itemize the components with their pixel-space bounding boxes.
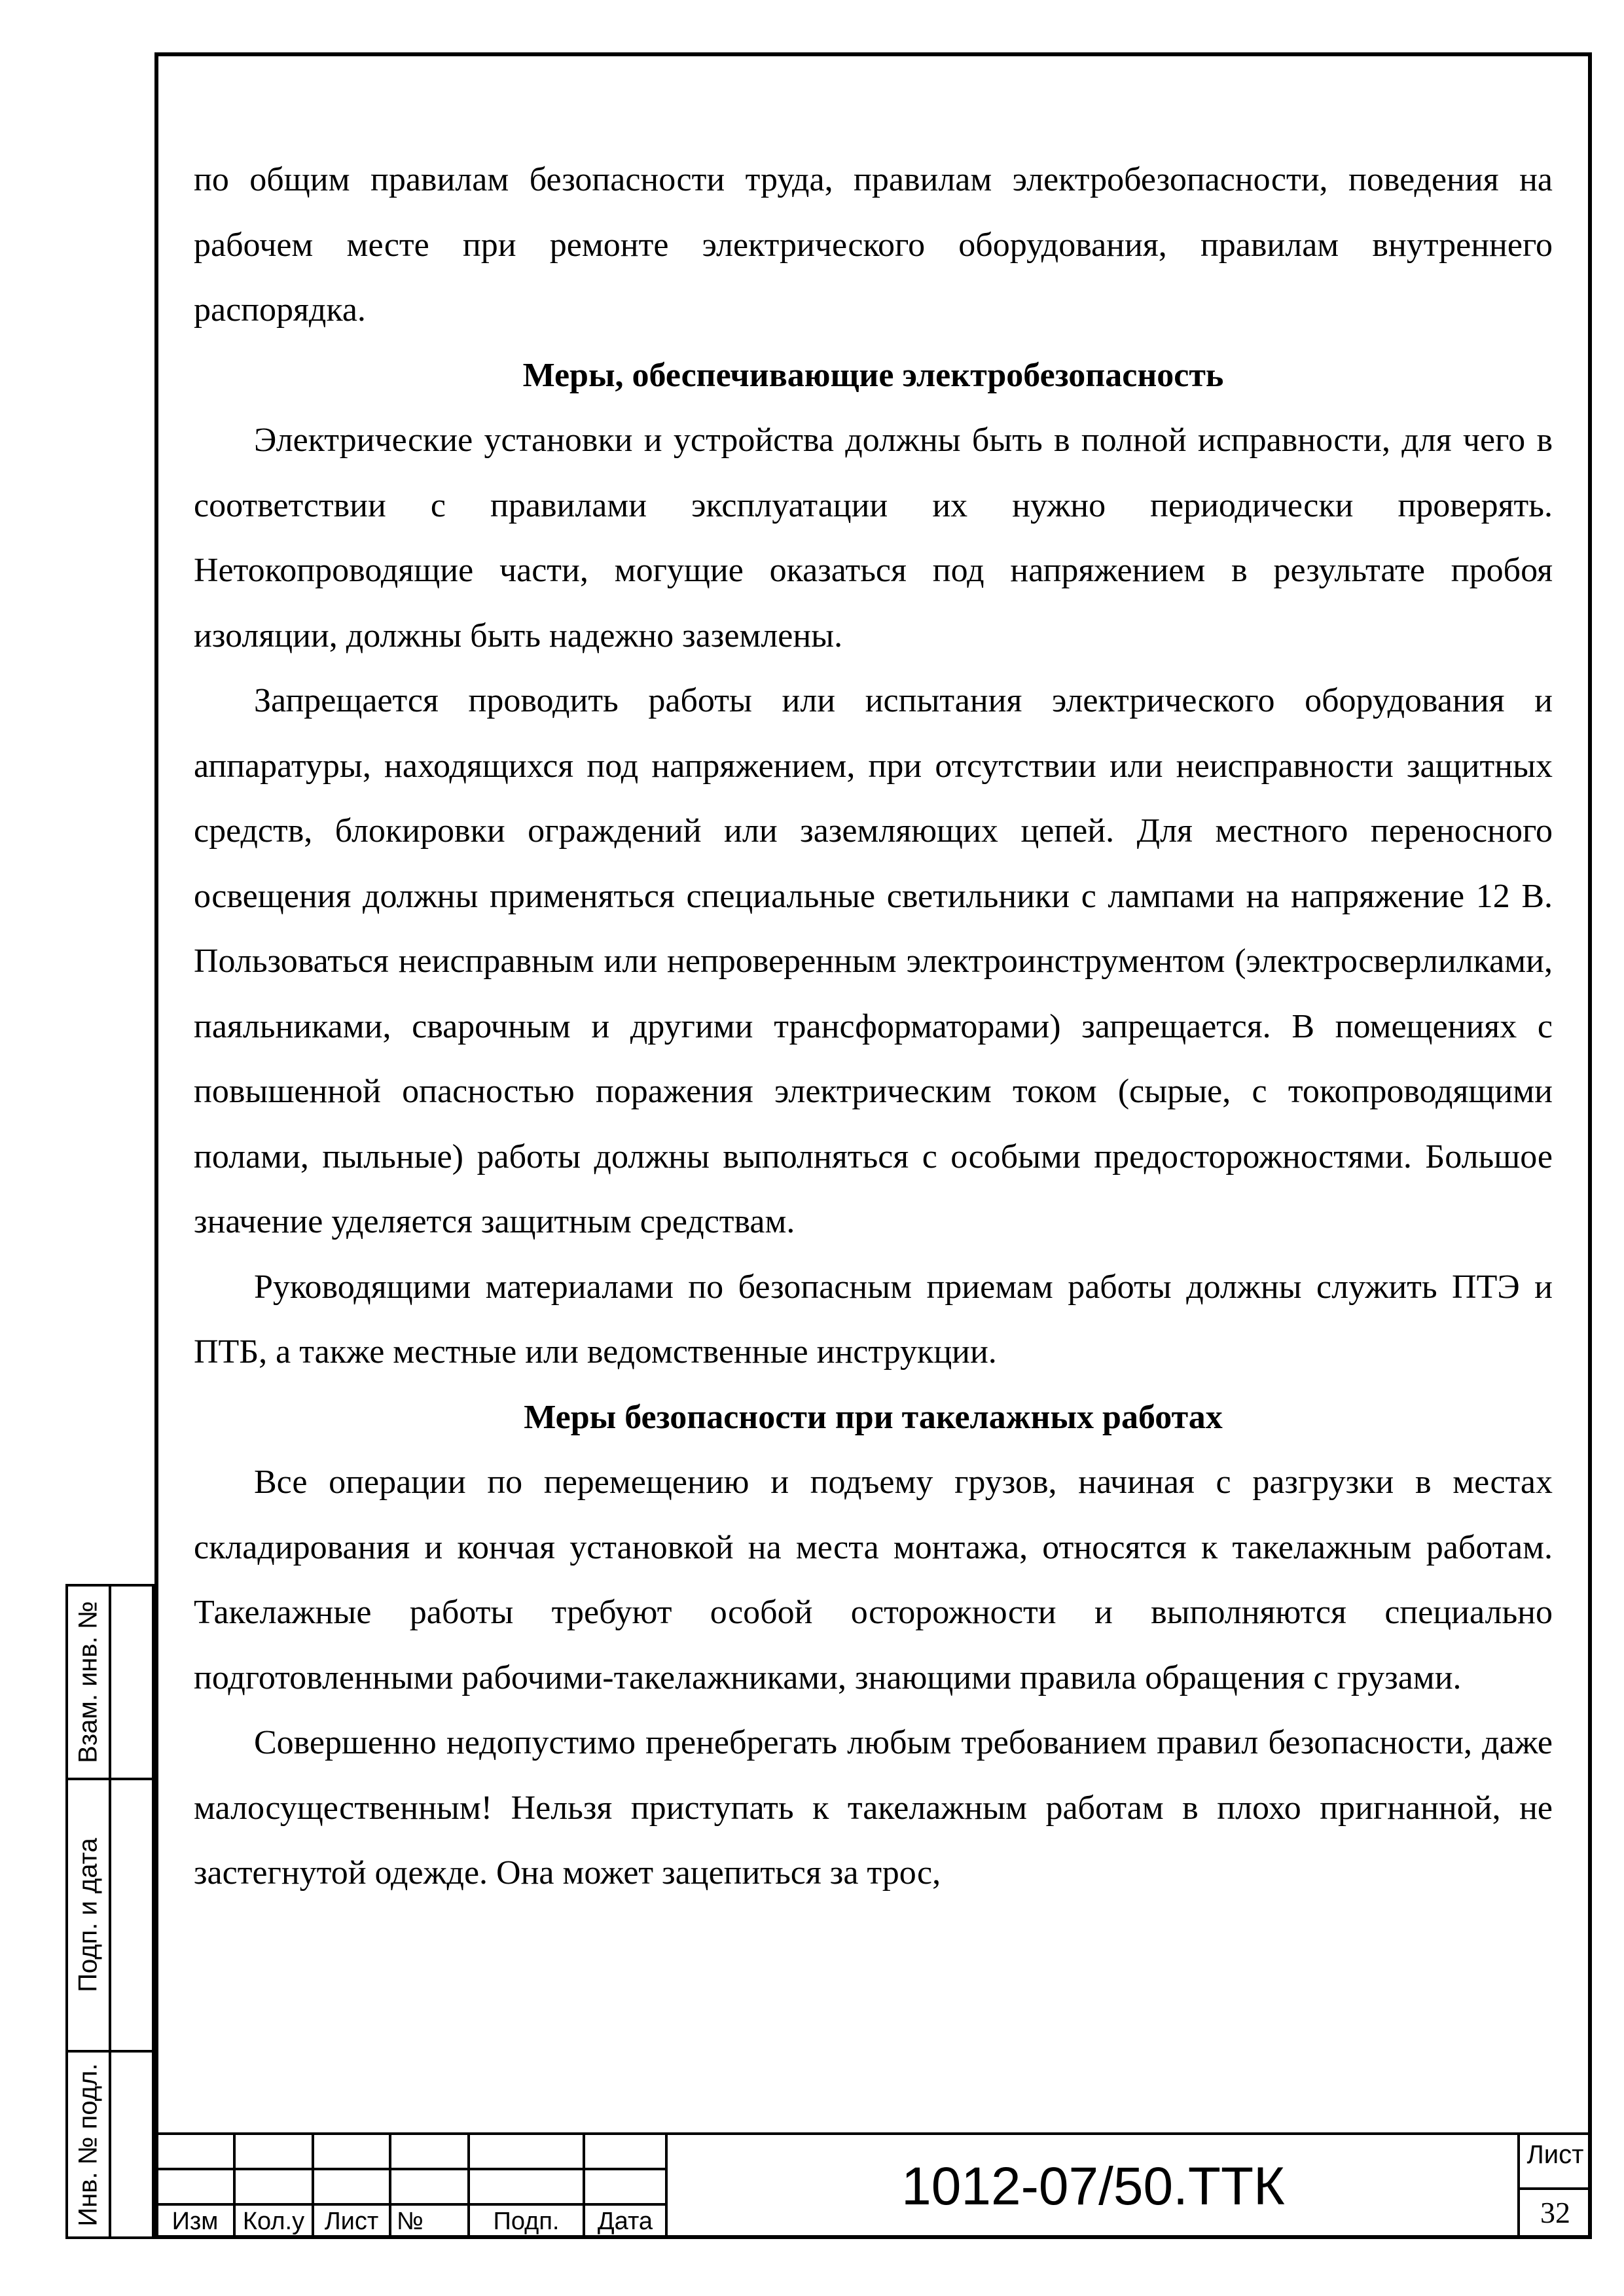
col-header-izm: Изм: [171, 2208, 219, 2235]
col-header-list: Лист: [324, 2208, 379, 2235]
col-header-kolu: Кол.у: [242, 2208, 305, 2235]
stamp-inv-orig: [65, 2050, 154, 2239]
stamp-label: Взам. инв. №: [73, 1601, 103, 1763]
col-header-num: №: [397, 2208, 424, 2235]
document-code: 1012-07/50.ТТК: [901, 2156, 1285, 2216]
paragraph: Электрические установки и устройства должны быть в полной исправности, для чего в соответствии с правилами эксплуатации их нужно периодически проверять. Нетокопроводящие части, могущие оказаться под напряжением в результате пробоя изоляции, должны быть надежно заземлены.: [194, 422, 1553, 655]
paragraph: по общим правилам безопасности труда, правилам электробезопасности, поведения на рабочем месте при ремонте электрического оборудования, правилам внутреннего распорядка.: [194, 161, 1553, 329]
paragraph: Совершенно недопустимо пренебрегать любым требованием правил безопасности, даже малосущественным! Нельзя приступать к такелажным работам в плохо пригнанной, не застегнутой одежде. Она может зацепиться за трос,: [194, 1724, 1553, 1892]
paragraph: Руководящими материалами по безопасным приемам работы должны служить ПТЭ и ПТБ, а также местные или ведомственные инструкции.: [194, 1268, 1553, 1371]
paragraph: Запрещается проводить работы или испытания электрического оборудования и аппаратуры, находящихся под напряжением, при отсутствии или неисправности защитных средств, блокировки ограждений или заземляющих цепей. Для местного переносного освещения должны применяться специальные светильники с лампами на напряжение 12 В. Пользоваться неисправным или непроверенным электроинструментом (электросверлилками, паяльниками, сварочным и другими трансформаторами) запрещается. В помещениях с повышенной опасностью поражения электрическим током (сырые, с токопроводящими полами, пыльные) работы должны выполняться с особыми предосторожностями. Большое значение уделяется защитным средствам.: [194, 682, 1553, 1240]
sheet-number: 32: [1540, 2196, 1570, 2229]
section-heading: Меры, обеспечивающие электробезопасность: [522, 356, 1224, 394]
stamp-inv-replace: [65, 1584, 154, 1780]
stamp-label: Инв. № подл.: [73, 2062, 103, 2227]
stamp-sign-date: [65, 1778, 154, 2053]
document-body: [194, 147, 1553, 1906]
col-header-podp: Подп.: [493, 2208, 560, 2235]
col-header-data: Дата: [597, 2208, 653, 2235]
section-heading: Меры безопасности при такелажных работах: [524, 1398, 1223, 1436]
stamp-label: Подп. и дата: [73, 1838, 103, 1992]
paragraph: Все операции по перемещению и подъему грузов, начиная с разгрузки в местах складирования и кончая установкой на места монтажа, относятся к такелажным работам. Такелажные работы требуют особой осторожности и выполняются специально подготовленными рабочими-такелажниками, знающими правила обращения с грузами.: [194, 1463, 1553, 1696]
sheet-label: Лист: [1526, 2140, 1584, 2169]
